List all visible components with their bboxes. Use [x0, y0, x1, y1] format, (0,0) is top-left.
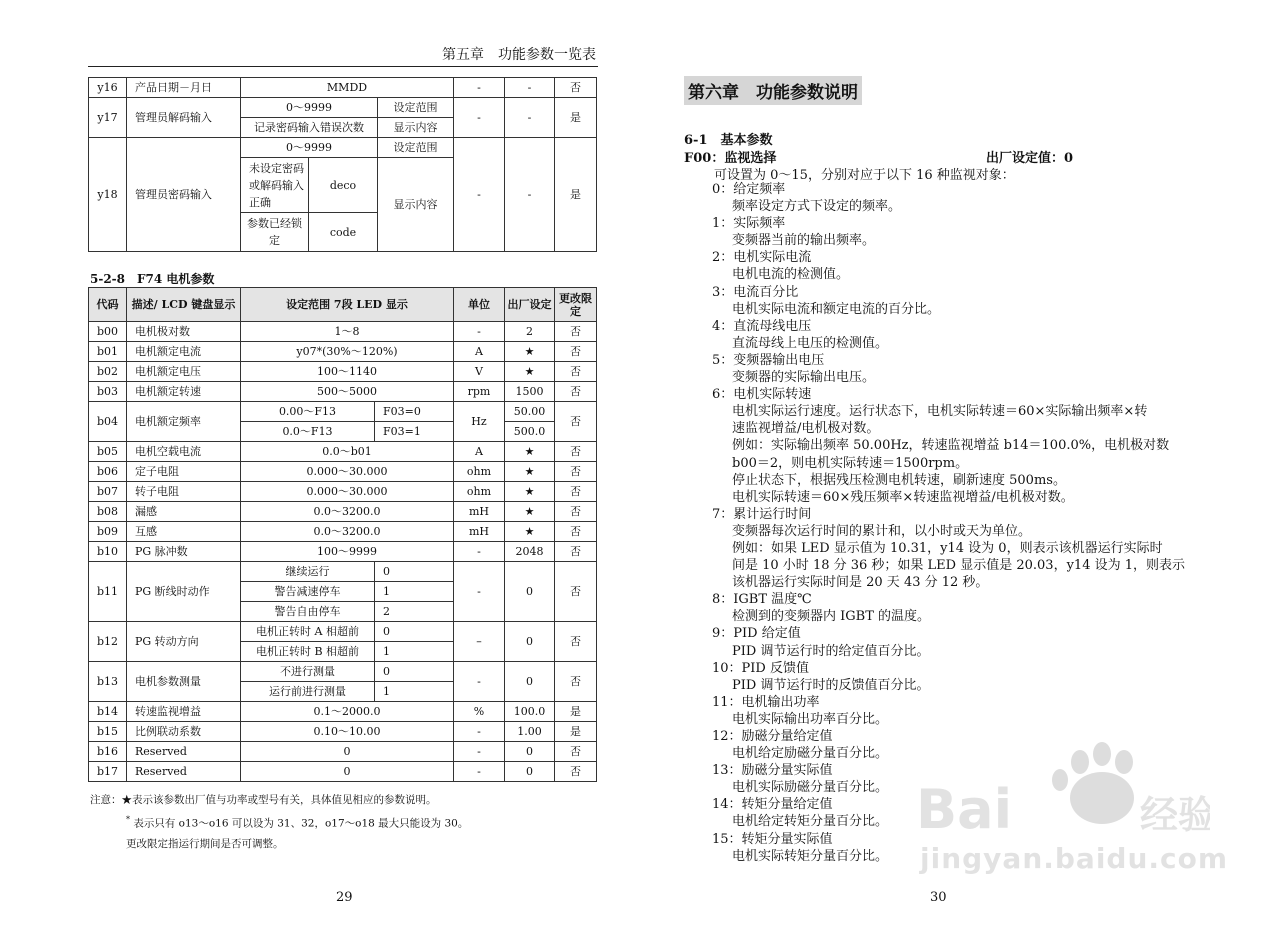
param-code: b12 [89, 622, 127, 662]
param-code: b00 [89, 322, 127, 342]
param-range: 0.0～b01 [241, 442, 454, 462]
monitor-item-title: 1：实际频率 [712, 216, 786, 232]
monitor-item-desc: PID 调节运行时的给定值百分比。 [732, 643, 930, 659]
table-header-row [89, 288, 597, 322]
monitor-item-title: 14：转矩分量给定值 [712, 797, 833, 813]
param-range: 0～9999 [241, 138, 378, 158]
monitor-item-title: 0：给定频率 [712, 182, 786, 197]
param-code: b10 [89, 542, 127, 562]
param-code: y16 [89, 78, 127, 98]
param-code: b05 [89, 442, 127, 462]
monitor-item-title: 15：转矩分量实际值 [712, 831, 833, 847]
state-value: code [309, 213, 378, 252]
param-change: 否 [555, 342, 597, 362]
watermark-url: jingyan.baidu.com [920, 842, 1229, 875]
range-condition: F03=0 [375, 402, 454, 422]
option-value: 1 [375, 582, 454, 602]
param-intro: 可设置为 0～15，分别对应于以下 16 种监视对象： [714, 168, 1015, 183]
monitor-item-desc: b00＝2，则电机实际转速＝1500rpm。 [732, 455, 969, 471]
table-row [89, 522, 597, 542]
param-default: 50.00 [505, 402, 555, 422]
param-code: b07 [89, 482, 127, 502]
monitor-item-desc: 间是 10 小时 18 分 36 秒；如果 LED 显示值是 20.03，y14 设为 1，则表示 [732, 558, 1186, 574]
monitor-item-desc: 停止状态下，根据残压检测电机转速，刷新速度 500ms。 [732, 472, 1066, 488]
range-note: 显示内容 [378, 158, 454, 252]
param-change: 是 [555, 702, 597, 722]
param-default: 100.0 [505, 702, 555, 722]
table-notes [90, 790, 468, 854]
param-range: 0 [241, 742, 454, 762]
table-row [89, 742, 597, 762]
param-unit: mH [454, 502, 505, 522]
param-range: 0.0～3200.0 [241, 502, 454, 522]
monitor-item-desc: 例如：实际输出频率 50.00Hz，转速监视增益 b14＝100.0%，电机极对数 [732, 438, 1170, 454]
param-name: 电机参数测量 [127, 662, 241, 702]
table-row [89, 702, 597, 722]
param-name: 电机额定电压 [127, 362, 241, 382]
param-change: 否 [555, 662, 597, 702]
monitor-item-title: 7：累计运行时间 [712, 506, 812, 522]
table-row [89, 502, 597, 522]
param-name: 转子电阻 [127, 482, 241, 502]
option-label: 警告减速停车 [241, 582, 375, 602]
monitor-item-title: 10：PID 反馈值 [712, 660, 809, 676]
option-value: 0 [375, 562, 454, 582]
param-code: b11 [89, 562, 127, 622]
param-default: ★ [505, 522, 555, 542]
param-name: 漏感 [127, 502, 241, 522]
param-unit: - [454, 78, 505, 98]
param-change: 否 [555, 742, 597, 762]
param-code: b04 [89, 402, 127, 442]
monitor-item-desc: 电机实际运行速度。运行状态下，电机实际转速＝60×实际输出频率×转 [732, 404, 1148, 420]
param-default: 500.0 [505, 422, 555, 442]
monitor-item-desc: 电机给定励磁分量百分比。 [732, 746, 889, 762]
table-row [89, 542, 597, 562]
monitor-item-title: 11：电机输出功率 [712, 694, 820, 710]
monitor-item-title: 3：电流百分比 [712, 284, 799, 300]
header-code: 代码 [89, 288, 127, 322]
monitor-item-desc: 电机实际转矩分量百分比。 [732, 848, 889, 864]
param-name: 定子电阻 [127, 462, 241, 482]
param-unit: - [454, 138, 505, 252]
param-default: 0 [505, 742, 555, 762]
monitor-item-desc: 直流母线上电压的检测值。 [732, 335, 889, 351]
param-default: 2 [505, 322, 555, 342]
param-default: 0 [505, 562, 555, 622]
param-unit: - [454, 542, 505, 562]
param-name: 电机额定电流 [127, 342, 241, 362]
monitor-item-title: 6：电机实际转速 [712, 387, 812, 403]
param-default-value: 出厂设定值：0 [986, 151, 1074, 166]
param-name: 管理员解码输入 [127, 98, 241, 138]
param-range: 500～5000 [241, 382, 454, 402]
param-code: y17 [89, 98, 127, 138]
option-value: 0 [375, 622, 454, 642]
param-change: 否 [555, 382, 597, 402]
param-name: 转速监视增益 [127, 702, 241, 722]
chapter-title: 第六章 功能参数说明 [684, 76, 862, 105]
param-change: 否 [555, 622, 597, 662]
param-change: 是 [555, 138, 597, 252]
param-change: 否 [555, 522, 597, 542]
monitor-item-title: 4：直流母线电压 [712, 318, 812, 334]
param-code: b03 [89, 382, 127, 402]
option-label: 不进行测量 [241, 662, 375, 682]
monitor-item-desc: 变频器的实际输出电压。 [732, 370, 876, 386]
param-unit: % [454, 702, 505, 722]
monitor-item-title: 13：励磁分量实际值 [712, 763, 833, 779]
param-unit: – [454, 622, 505, 662]
monitor-item-desc: 电机实际励磁分量百分比。 [732, 780, 889, 796]
param-name: PG 脉冲数 [127, 542, 241, 562]
param-unit: ohm [454, 482, 505, 502]
header-range: 设定范围 7段 LED 显示 [241, 288, 454, 322]
monitor-item-desc: 频率设定方式下设定的频率。 [732, 199, 902, 215]
param-default: 0 [505, 622, 555, 662]
monitor-item-desc: 电机给定转矩分量百分比。 [732, 814, 889, 830]
param-code: b16 [89, 742, 127, 762]
param-range: 0 [241, 762, 454, 782]
param-default: - [505, 78, 555, 98]
header-default: 出厂设定 [505, 288, 555, 322]
param-change: 否 [555, 402, 597, 442]
param-change: 否 [555, 362, 597, 382]
param-default: - [505, 138, 555, 252]
table-row [89, 342, 597, 362]
monitor-item-desc: 电机实际输出功率百分比。 [732, 711, 889, 727]
param-change: 否 [555, 542, 597, 562]
monitor-item-desc: 变频器每次运行时间的累计和，以小时或天为单位。 [732, 523, 1032, 539]
param-default: 0 [505, 762, 555, 782]
header-desc: 描述/ LCD 键盘显示 [127, 288, 241, 322]
param-name: 电机极对数 [127, 322, 241, 342]
note-text: 表示只有 o13～o16 可以设为 31、32，o17～o18 最大只能设为 30。 [133, 817, 469, 830]
param-default: ★ [505, 342, 555, 362]
table-row [89, 662, 597, 682]
param-unit: - [454, 742, 505, 762]
range-condition: F03=1 [375, 422, 454, 442]
table-row [89, 98, 597, 118]
table-row [89, 362, 597, 382]
table-row [89, 138, 597, 158]
param-name: Reserved [127, 762, 241, 782]
param-default: - [505, 98, 555, 138]
param-name: 比例联动系数 [127, 722, 241, 742]
note-line: 更改限定指运行期间是否可调整。 [126, 837, 284, 850]
page-number: 29 [336, 890, 353, 905]
param-default: ★ [505, 462, 555, 482]
table-row [89, 442, 597, 462]
param-range: MMDD [241, 78, 454, 98]
state-value: deco [309, 158, 378, 213]
param-unit: A [454, 442, 505, 462]
param-change: 否 [555, 482, 597, 502]
param-change: 否 [555, 442, 597, 462]
param-unit: - [454, 722, 505, 742]
param-name: 电机空载电流 [127, 442, 241, 462]
param-default: ★ [505, 362, 555, 382]
param-change: 否 [555, 762, 597, 782]
table-row [89, 322, 597, 342]
param-range: 0.0～F13 [241, 422, 375, 442]
param-range: 0.00～F13 [241, 402, 375, 422]
param-range: 0～9999 [241, 98, 378, 118]
param-unit: - [454, 98, 505, 138]
param-name: 互感 [127, 522, 241, 542]
state-label: 参数已经锁定 [241, 213, 309, 252]
param-change: 是 [555, 722, 597, 742]
param-change: 否 [555, 562, 597, 622]
param-default: 2048 [505, 542, 555, 562]
monitor-item-desc: 电机实际转速＝60×残压频率×转速监视增益/电机极对数。 [732, 489, 1074, 505]
param-range: 0.0～3200.0 [241, 522, 454, 542]
param-title: F00：监视选择 [684, 151, 777, 166]
svg-text:Bai: Bai [916, 778, 1013, 840]
param-name: 电机额定频率 [127, 402, 241, 442]
monitor-item-desc: 电机电流的检测值。 [732, 267, 850, 283]
option-label: 电机正转时 B 相超前 [241, 642, 375, 662]
monitor-item-title: 2：电机实际电流 [712, 250, 812, 266]
param-unit: rpm [454, 382, 505, 402]
param-unit: - [454, 322, 505, 342]
monitor-item-desc: 电机实际电流和额定电流的百分比。 [732, 301, 941, 317]
param-change: 否 [555, 78, 597, 98]
option-label: 电机正转时 A 相超前 [241, 622, 375, 642]
header-unit: 单位 [454, 288, 505, 322]
range-note: 设定范围 [378, 98, 454, 118]
param-change: 否 [555, 502, 597, 522]
param-default: ★ [505, 502, 555, 522]
note-line: 注意：★表示该参数出厂值与功率或型号有关，具体值见相应的参数说明。 [90, 794, 437, 806]
state-label: 未设定密码或解码输入正确 [241, 158, 309, 213]
param-code: b15 [89, 722, 127, 742]
section-title: 5-2-8 F74 电机参数 [90, 272, 215, 286]
param-code: b13 [89, 662, 127, 702]
param-code: b02 [89, 362, 127, 382]
monitor-item-desc: 例如：如果 LED 显示值为 10.31，y14 设为 0，则表示该机器运行实际时 [732, 540, 1163, 556]
param-range: 1～8 [241, 322, 454, 342]
table-row [89, 722, 597, 742]
param-name: Reserved [127, 742, 241, 762]
param-default: ★ [505, 442, 555, 462]
motor-parameter-table [88, 287, 597, 782]
param-range: 0.1～2000.0 [241, 702, 454, 722]
baidu-logo-icon [910, 740, 1210, 840]
param-code: b06 [89, 462, 127, 482]
param-default: 1.00 [505, 722, 555, 742]
svg-text:经验: 经验 [1140, 793, 1210, 837]
monitor-item-desc: 变频器当前的输出频率。 [732, 233, 876, 249]
param-unit: - [454, 562, 505, 622]
param-default: 1500 [505, 382, 555, 402]
option-value: 1 [375, 642, 454, 662]
param-range: 100～1140 [241, 362, 454, 382]
header-rule [88, 66, 598, 67]
option-value: 0 [375, 662, 454, 682]
param-change: 否 [555, 322, 597, 342]
param-name: 管理员密码输入 [127, 138, 241, 252]
param-unit: mH [454, 522, 505, 542]
table-row [89, 482, 597, 502]
running-header: 第五章 功能参数一览表 [442, 47, 596, 63]
monitor-item-title: 12：励磁分量给定值 [712, 729, 833, 744]
table-row [89, 382, 597, 402]
page-number: 30 [930, 890, 947, 905]
header-change: 更改限定 [555, 288, 597, 322]
param-code: b08 [89, 502, 127, 522]
monitor-item-desc: 检测到的变频器内 IGBT 的温度。 [732, 609, 931, 625]
option-label: 继续运行 [241, 562, 375, 582]
param-code: y18 [89, 138, 127, 252]
param-range: y07*(30%～120%) [241, 342, 454, 362]
param-range: 0.10～10.00 [241, 722, 454, 742]
option-label: 运行前进行测量 [241, 682, 375, 702]
param-name: 产品日期－月日 [127, 78, 241, 98]
param-code: b01 [89, 342, 127, 362]
param-range: 记录密码输入错误次数 [241, 118, 378, 138]
param-unit: Hz [454, 402, 505, 442]
param-default: 0 [505, 662, 555, 702]
param-default: ★ [505, 482, 555, 502]
monitor-item-title: 8：IGBT 温度℃ [712, 592, 812, 608]
section-heading: 6-1 基本参数 [684, 133, 773, 148]
param-change: 是 [555, 98, 597, 138]
param-name: PG 转动方向 [127, 622, 241, 662]
option-value: 2 [375, 602, 454, 622]
param-unit: - [454, 662, 505, 702]
option-label: 警告自由停车 [241, 602, 375, 622]
param-unit: V [454, 362, 505, 382]
monitor-item-desc: PID 调节运行时的反馈值百分比。 [732, 677, 930, 693]
table-row [89, 762, 597, 782]
table-row [89, 78, 597, 98]
range-note: 设定范围 [378, 138, 454, 158]
param-unit: ohm [454, 462, 505, 482]
range-note: 显示内容 [378, 118, 454, 138]
param-range: 100～9999 [241, 542, 454, 562]
param-unit: A [454, 342, 505, 362]
param-range: 0.000～30.000 [241, 482, 454, 502]
param-code: b14 [89, 702, 127, 722]
note-line [90, 810, 468, 834]
param-code: b17 [89, 762, 127, 782]
param-code: b09 [89, 522, 127, 542]
monitor-item-desc: 该机器运行实际时间是 20 天 43 分 12 秒。 [732, 575, 989, 591]
top-parameter-table [88, 77, 597, 252]
param-name: 电机额定转速 [127, 382, 241, 402]
option-value: 1 [375, 682, 454, 702]
param-name: PG 断线时动作 [127, 562, 241, 622]
param-unit: - [454, 762, 505, 782]
param-change: 否 [555, 462, 597, 482]
param-range: 0.000～30.000 [241, 462, 454, 482]
table-row [89, 462, 597, 482]
monitor-item-title: 9：PID 给定值 [712, 626, 801, 642]
monitor-item-desc: 速监视增益/电机极对数。 [732, 421, 880, 437]
table-row [89, 622, 597, 642]
table-row [89, 562, 597, 582]
monitor-item-title: 5：变频器输出电压 [712, 352, 825, 368]
baidu-watermark [910, 740, 1229, 890]
table-row [89, 402, 597, 422]
note-mark: * [126, 815, 130, 824]
